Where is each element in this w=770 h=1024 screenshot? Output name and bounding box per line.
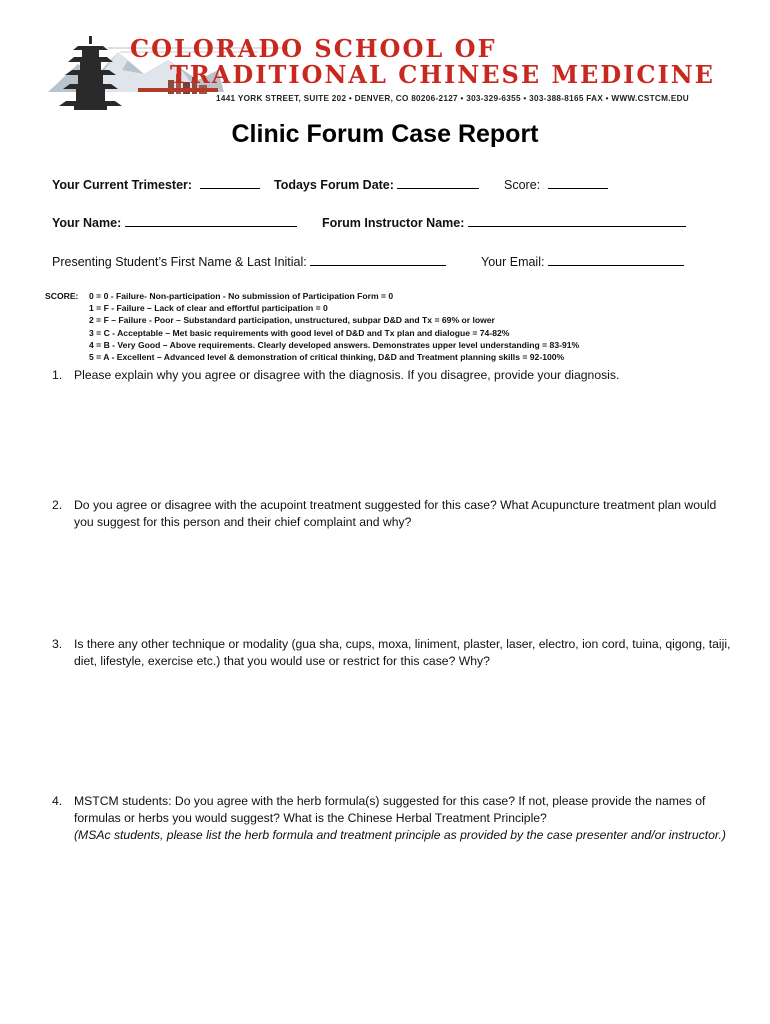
trimester-label: Your Current Trimester: — [52, 178, 193, 192]
school-name-line-2: TRADITIONAL CHINESE MEDICINE — [170, 60, 715, 89]
forum-date-label: Todays Forum Date: — [274, 178, 394, 192]
question-number: 3. — [52, 637, 63, 651]
question-text-group — [74, 793, 734, 844]
scoring-level: 3 = C - Acceptable – Met basic requirements with good level of D&D and Tx plan and dialogue = 74-82% — [89, 327, 510, 338]
name-field[interactable] — [125, 214, 297, 227]
instructor-field[interactable] — [468, 214, 686, 227]
instructor-group — [322, 214, 686, 230]
email-label: Your Email: — [481, 255, 545, 269]
scoring-level: 0 = 0 - Failure- Non-participation - No submission of Participation Form = 0 — [89, 291, 394, 301]
forum-date-group — [274, 176, 479, 192]
trimester-field[interactable] — [200, 176, 260, 189]
presenting-student-field[interactable] — [310, 253, 446, 266]
page-title: Clinic Forum Case Report — [231, 120, 539, 148]
email-group — [481, 253, 684, 269]
scoring-level: 5 = A - Excellent – Advanced level & demonstration of critical thinking, D&D and Treatment planning skills = 92-100% — [89, 352, 565, 363]
question-text: Do you agree or disagree with the acupoint treatment suggested for this case? What Acupuncture treatment plan would you suggest for this person and their chief complaint and why? — [74, 498, 717, 529]
scoring-levels — [89, 290, 579, 363]
name-label: Your Name: — [52, 216, 122, 230]
school-name-line-1: COLORADO SCHOOL OF — [130, 34, 497, 63]
scoring-label: SCORE: — [45, 291, 79, 301]
score-group — [504, 176, 608, 192]
question-number: 4. — [52, 794, 63, 808]
question-text: Is there any other technique or modality (gua sha, cups, moxa, liniment, plaster, laser, electro, ion cord, tuina, qigong, taiji, diet, lifestyle, exercise etc.) that you would use or restrict for this case? Why? — [74, 637, 731, 668]
school-letterhead — [48, 30, 748, 114]
scoring-level: 4 = B - Very Good – Above requirements. Clearly developed answers. Demonstrates upper level understanding = 83-91% — [89, 339, 580, 350]
question-text: MSTCM students: Do you agree with the herb formula(s) suggested for this case? If not, please provide the names of formulas or herbs you would suggest? What is the Chinese Herbal Treatment Principle? — [74, 794, 706, 825]
presenting-student-label: Presenting Student’s First Name & Last Initial: — [52, 255, 307, 269]
scoring-level: 1 = F - Failure – Lack of clear and effortful participation = 0 — [89, 303, 328, 314]
question-text: Please explain why you agree or disagree with the diagnosis. If you disagree, provide your diagnosis. — [74, 368, 620, 382]
school-address: 1441 YORK STREET, SUITE 202 • DENVER, CO 80206-2127 • 303-329-6355 • 303-388-8165 FAX • WWW.CSTCM.EDU — [216, 94, 690, 103]
email-field[interactable] — [548, 253, 684, 266]
question-note: (MSAc students, please list the herb formula and treatment principle as provided by the case presenter and/or instructor.) — [74, 828, 726, 842]
presenting-student-group — [52, 253, 446, 269]
question-number: 2. — [52, 498, 63, 512]
name-group — [52, 214, 297, 230]
instructor-label: Forum Instructor Name: — [322, 216, 465, 230]
question-number: 1. — [52, 368, 63, 382]
forum-date-field[interactable] — [397, 176, 479, 189]
scoring-level: 2 = F – Failure - Poor – Substandard participation, unstructured, subpar D&D and Tx = 69% or lower — [89, 315, 495, 326]
score-field[interactable] — [548, 176, 608, 189]
score-label: Score: — [504, 178, 541, 192]
header-fields-row-1 — [52, 176, 260, 192]
